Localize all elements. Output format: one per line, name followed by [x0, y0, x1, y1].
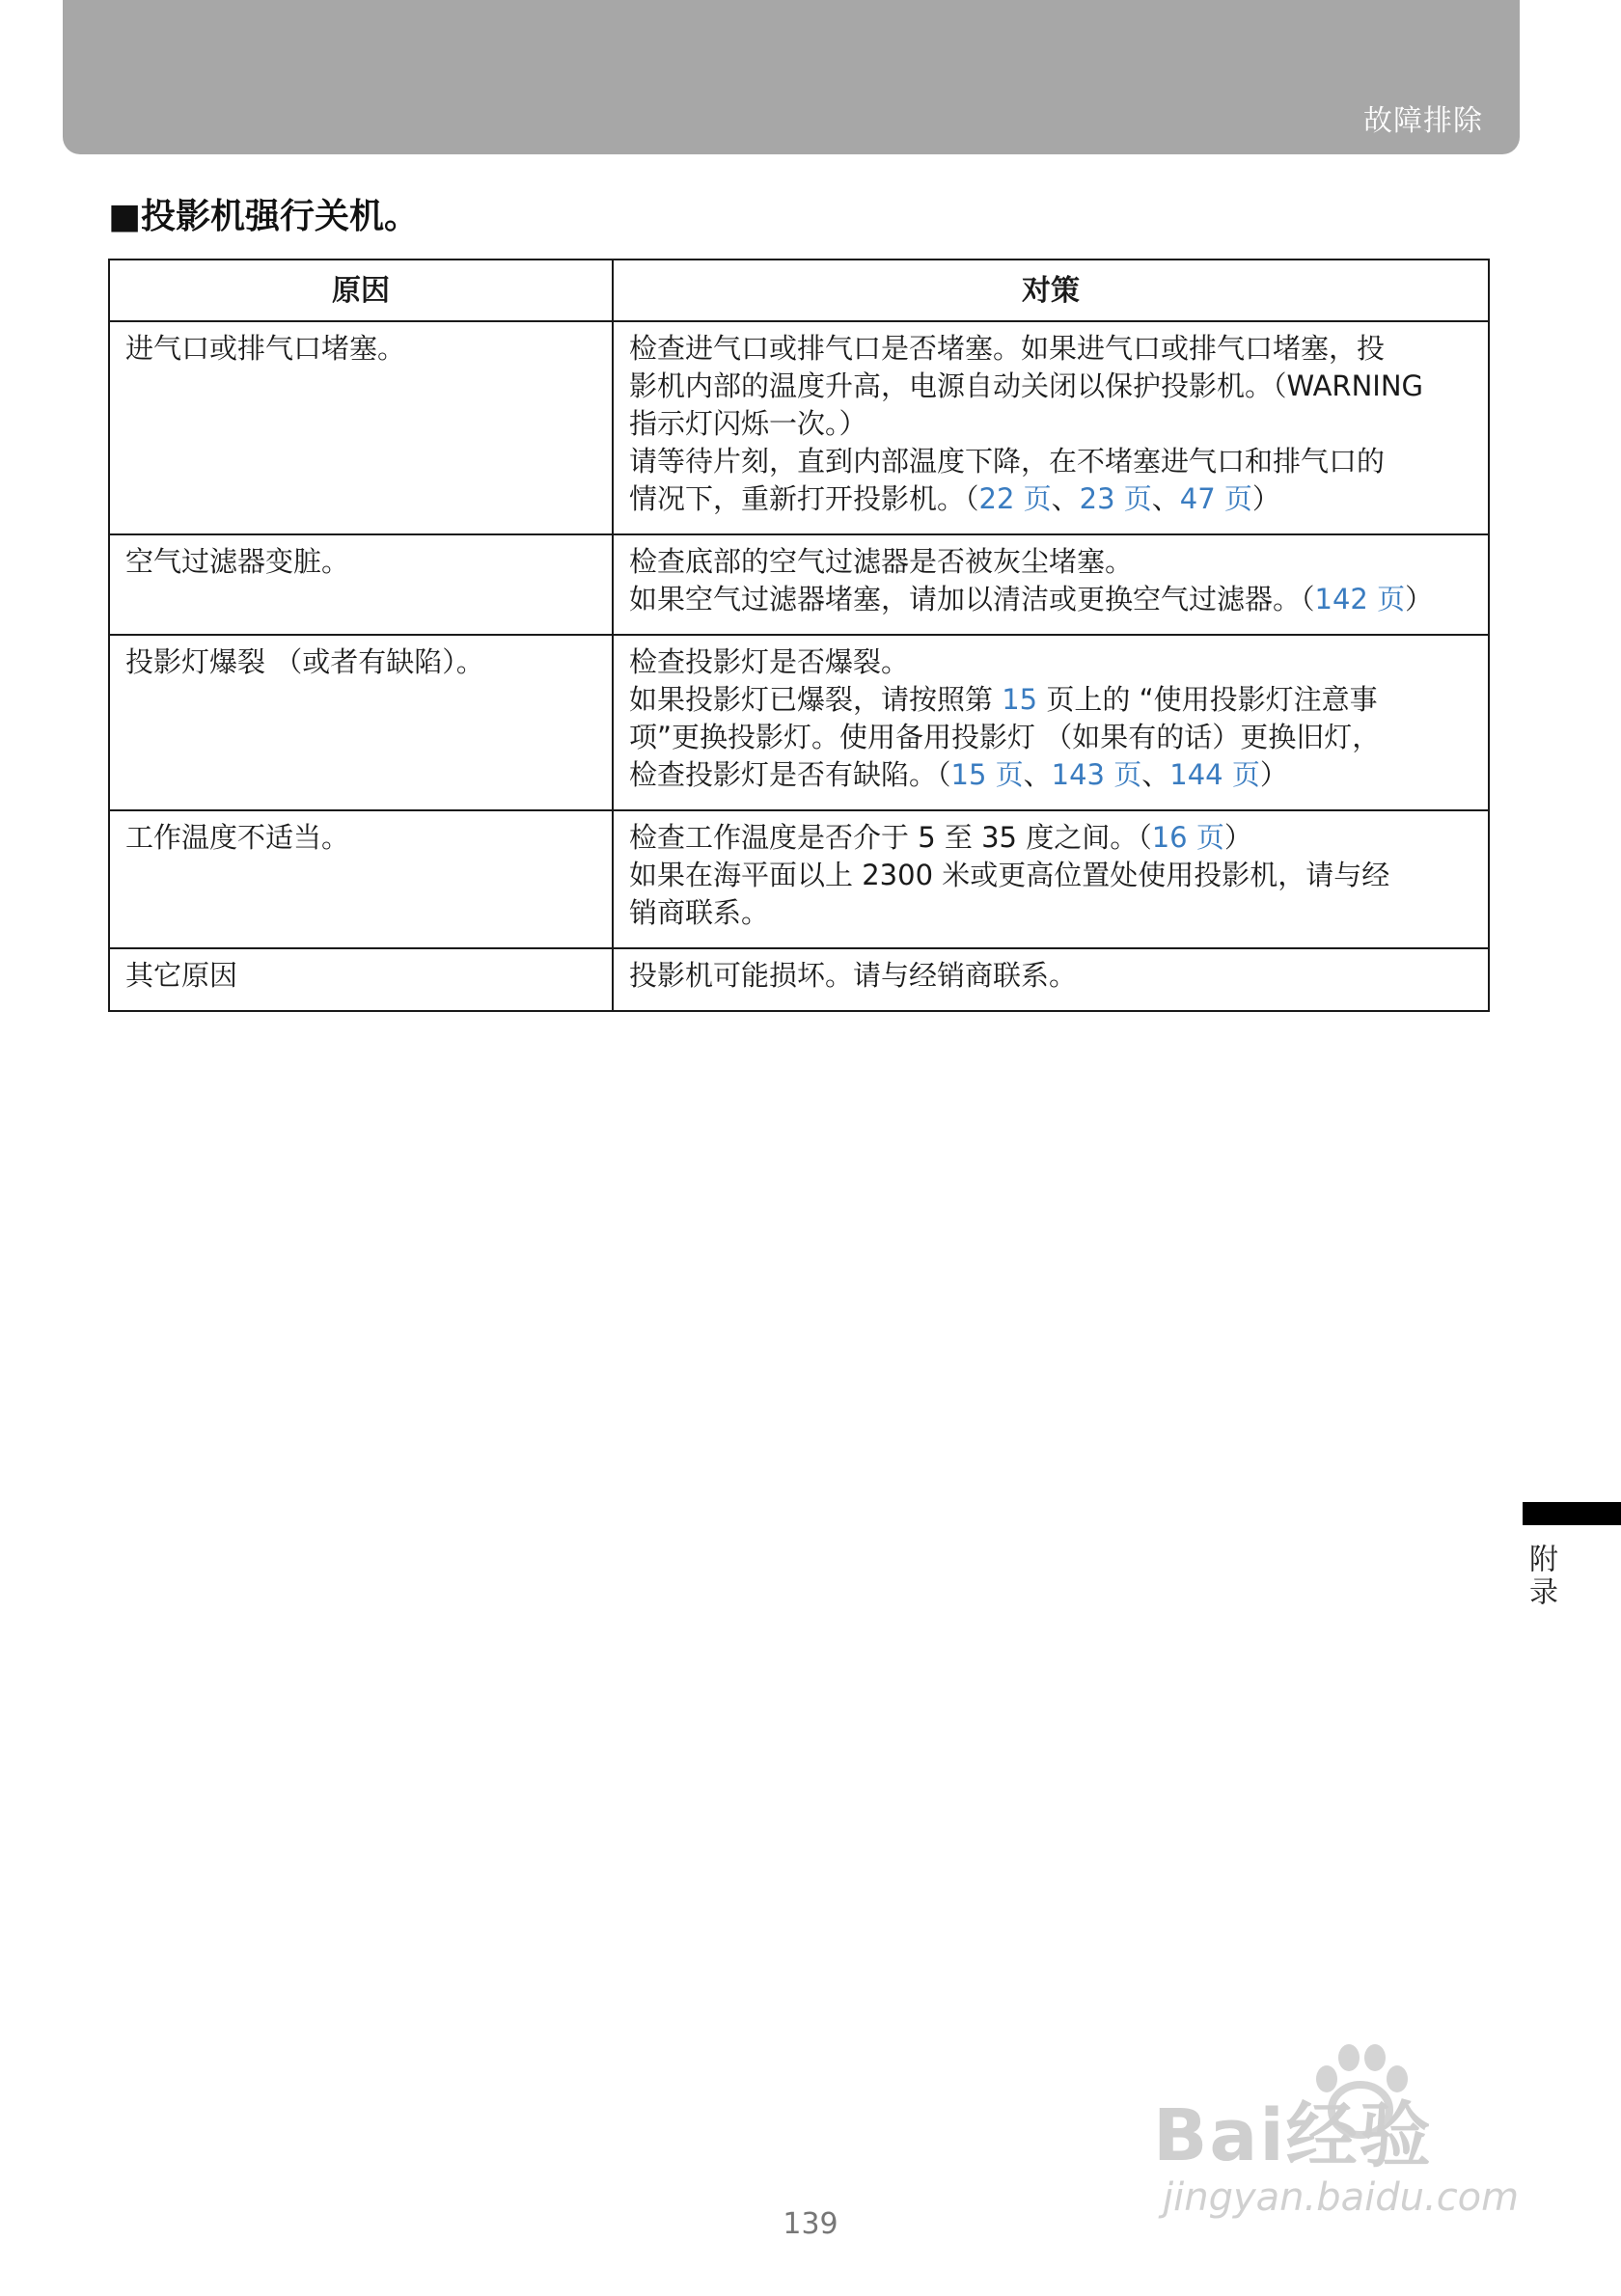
page-reference-link[interactable]: 22 页: [978, 482, 1052, 515]
remedy-text: ）: [1405, 583, 1434, 615]
remedy-line: [629, 643, 1474, 681]
header-band: [63, 0, 1520, 154]
remedy-text: 检查底部的空气过滤器是否被灰尘堵塞。: [629, 545, 1134, 578]
remedy-line: [629, 368, 1474, 405]
cause-cell: 工作温度不适当。: [109, 810, 613, 948]
cause-cell: 进气口或排气口堵塞。: [109, 321, 613, 534]
remedy-text: 如果投影灯已爆裂，请按照第: [629, 683, 1003, 716]
table-row: [109, 948, 1489, 1011]
remedy-line: [629, 957, 1474, 995]
watermark-brand: Bai经验: [1153, 2094, 1433, 2177]
remedy-text: 、: [1151, 482, 1180, 515]
remedy-text: 检查投影灯是否有缺陷。（: [629, 758, 951, 791]
table-row: [109, 635, 1489, 810]
remedy-text: 、: [1051, 482, 1080, 515]
page-reference-link[interactable]: 144 页: [1169, 758, 1260, 791]
page-reference-link[interactable]: 23 页: [1079, 482, 1152, 515]
chapter-title: 故障排除: [1363, 104, 1483, 138]
remedy-text: 检查工作温度是否介于 5 至 35 度之间。（: [629, 821, 1152, 854]
remedy-line: [629, 819, 1474, 857]
remedy-line: [629, 330, 1474, 368]
remedy-text: 指示灯闪烁一次。）: [629, 407, 867, 440]
remedy-cell: [613, 534, 1489, 635]
page-reference-link[interactable]: 15: [1002, 683, 1038, 716]
cause-cell: 其它原因: [109, 948, 613, 1011]
page-reference-link[interactable]: 15 页: [950, 758, 1024, 791]
remedy-text: 如果在海平面以上 2300 米或更高位置处使用投影机，请与经: [629, 859, 1390, 891]
table-header-row: [109, 260, 1489, 321]
remedy-line: [629, 857, 1474, 894]
appendix-tab-label: 附录: [1524, 1544, 1557, 1609]
page-number: 139: [783, 2207, 838, 2241]
table-row: [109, 534, 1489, 635]
cause-cell: 投影灯爆裂 （或者有缺陷）。: [109, 635, 613, 810]
table-row: [109, 321, 1489, 534]
remedy-text: 检查投影灯是否爆裂。: [629, 645, 910, 678]
remedy-line: [629, 405, 1474, 443]
remedy-line: [629, 480, 1474, 518]
watermark: [1143, 2040, 1549, 2233]
page-reference-link[interactable]: 16 页: [1151, 821, 1224, 854]
troubleshooting-table: [108, 259, 1490, 1012]
remedy-line: [629, 681, 1474, 719]
appendix-tab-marker: [1523, 1502, 1621, 1525]
remedy-cell: [613, 321, 1489, 534]
remedy-cell: [613, 810, 1489, 948]
remedy-line: [629, 581, 1474, 618]
page-reference-link[interactable]: 143 页: [1051, 758, 1142, 791]
remedy-text: 投影机可能损坏。请与经销商联系。: [629, 959, 1078, 992]
remedy-text: ）: [1251, 482, 1280, 515]
watermark-url: jingyan.baidu.com: [1163, 2175, 1520, 2220]
table-row: [109, 810, 1489, 948]
remedy-text: 影机内部的温度升高，电源自动关闭以保护投影机。（WARNING: [629, 369, 1423, 402]
remedy-text: 检查进气口或排气口是否堵塞。如果进气口或排气口堵塞，投: [629, 332, 1386, 365]
remedy-text: 情况下，重新打开投影机。（: [629, 482, 979, 515]
remedy-line: [629, 756, 1474, 794]
page-reference-link[interactable]: 142 页: [1314, 583, 1406, 615]
remedy-text: ）: [1223, 821, 1252, 854]
remedy-text: 、: [1141, 758, 1170, 791]
header-cause: 原因: [109, 260, 613, 321]
remedy-text: 如果空气过滤器堵塞，请加以清洁或更换空气过滤器。（: [629, 583, 1315, 615]
remedy-line: [629, 443, 1474, 480]
header-remedy: 对策: [613, 260, 1489, 321]
remedy-text: 销商联系。: [629, 896, 770, 929]
remedy-text: 项”更换投影灯。使用备用投影灯 （如果有的话）更换旧灯，: [629, 721, 1381, 753]
table-body: [109, 321, 1489, 1011]
remedy-cell: [613, 948, 1489, 1011]
section-title: ■投影机强行关机。: [108, 197, 420, 236]
remedy-line: [629, 894, 1474, 932]
remedy-line: [629, 543, 1474, 581]
cause-cell: 空气过滤器变脏。: [109, 534, 613, 635]
remedy-line: [629, 719, 1474, 756]
remedy-text: 请等待片刻，直到内部温度下降，在不堵塞进气口和排气口的: [629, 445, 1386, 478]
remedy-text: ）: [1259, 758, 1288, 791]
remedy-text: 页上的 “使用投影灯注意事: [1037, 683, 1378, 716]
remedy-cell: [613, 635, 1489, 810]
page-reference-link[interactable]: 47 页: [1179, 482, 1252, 515]
remedy-text: 、: [1023, 758, 1052, 791]
